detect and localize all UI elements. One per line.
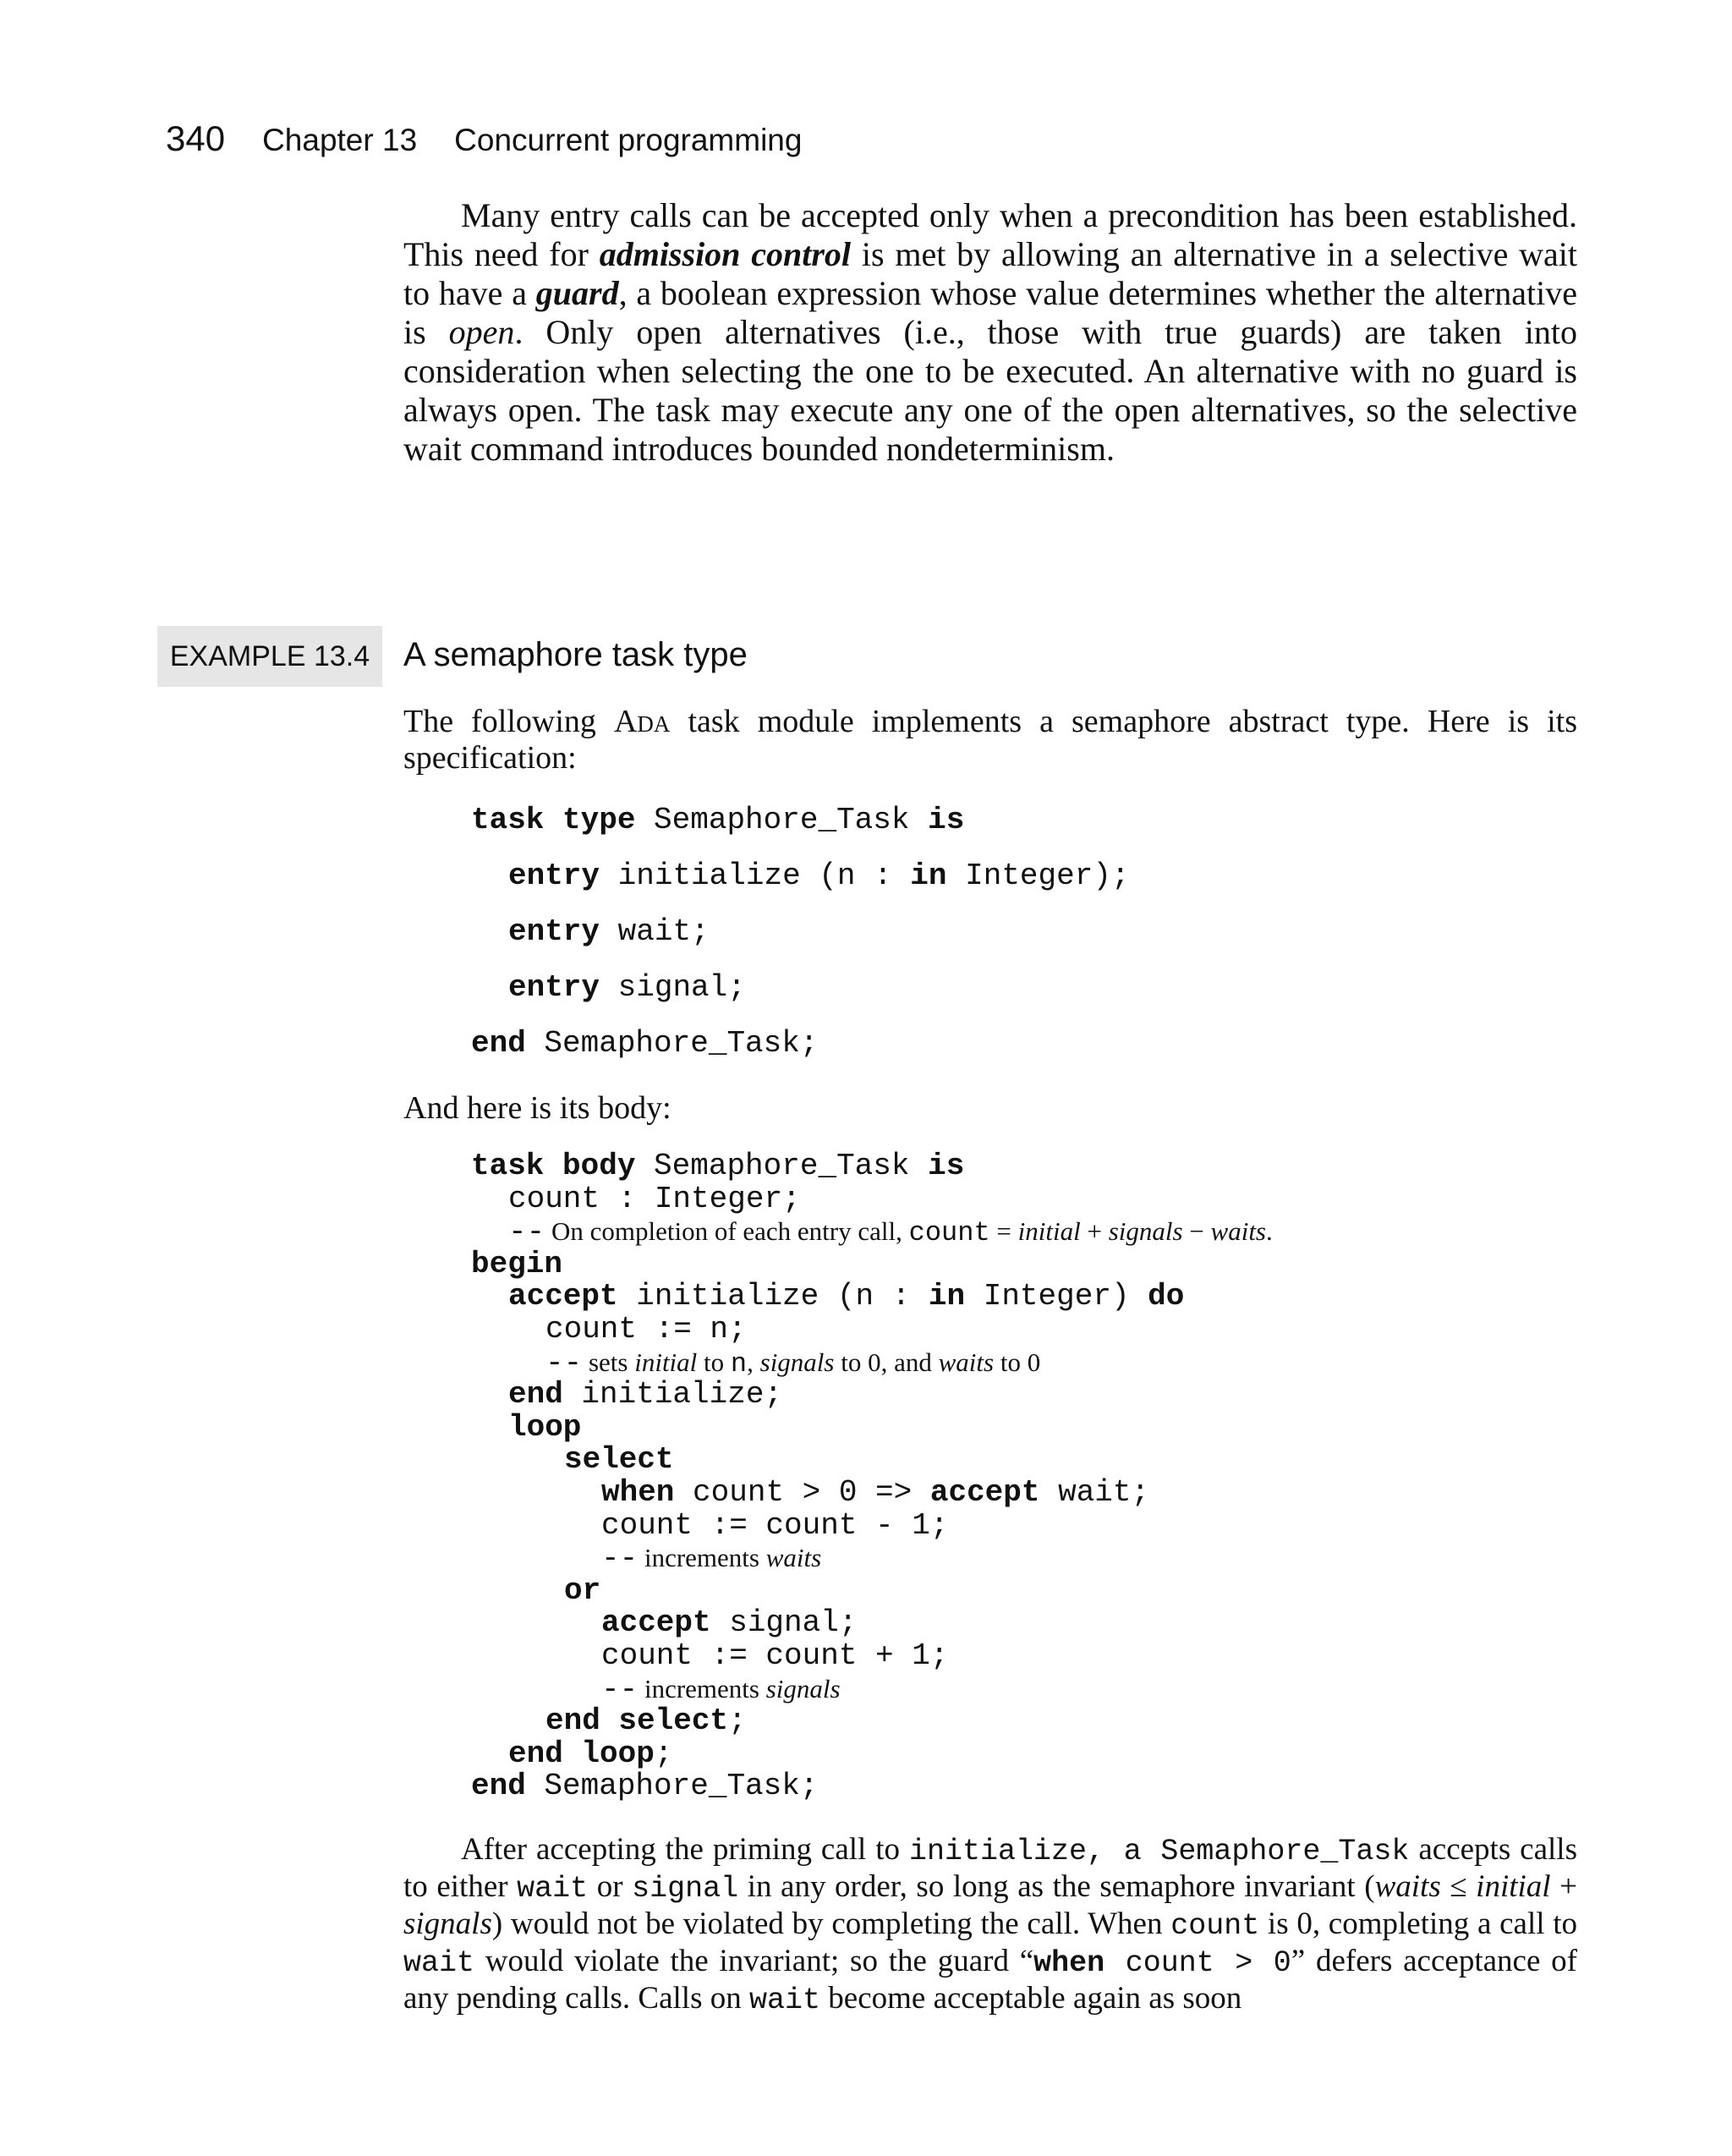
code-line	[471, 1281, 1273, 1314]
italic-term: signals	[403, 1906, 492, 1941]
code-text: ;	[654, 1736, 673, 1771]
keyword: is	[928, 1149, 965, 1183]
code-text: signal;	[710, 1605, 858, 1641]
chapter-label: Chapter 13	[262, 123, 418, 157]
text-span: Many entry calls can be accepted only when a precondition has been established. This need for	[403, 196, 1577, 273]
comment-italic: waits	[1210, 1216, 1266, 1247]
comment-text: to 0, and	[834, 1347, 939, 1377]
text-span: task module implements a semaphore abstract type. Here is its specification:	[403, 704, 1577, 776]
comment-marker: --	[601, 1541, 639, 1577]
inline-code: wait	[749, 1983, 821, 2017]
code-line	[471, 1025, 1130, 1081]
comment-italic: signals	[765, 1673, 841, 1703]
comment-code: count	[908, 1217, 990, 1249]
code-text: initialize (n :	[617, 1279, 929, 1314]
code-line	[471, 858, 1130, 913]
text-span: in any order, so long as the semaphore invariant (	[738, 1869, 1375, 1904]
code-text: Semaphore_Task	[635, 1149, 929, 1183]
admission-control-paragraph	[403, 196, 1577, 469]
text-span: is met by allowing an alternative in a selective wait to have a	[403, 235, 1577, 312]
body-code-block	[471, 1150, 1273, 1803]
text-span: After accepting the priming call to	[461, 1832, 909, 1867]
comment-text: .	[1266, 1216, 1273, 1247]
code-line	[471, 1248, 1273, 1281]
code-text: wait;	[1039, 1474, 1150, 1510]
code-text: Integer)	[965, 1279, 1148, 1314]
comment-text: =	[989, 1216, 1018, 1247]
code-line	[471, 1572, 1273, 1608]
text-span: ≤	[1440, 1869, 1477, 1904]
inline-code-keyword: when	[1033, 1946, 1105, 1980]
inline-code: count > 0	[1104, 1946, 1291, 1980]
comment-italic: initial	[1017, 1216, 1081, 1247]
comment-text: to 0	[994, 1347, 1041, 1377]
comment-italic: waits	[765, 1543, 822, 1573]
comment-marker: --	[601, 1671, 639, 1707]
spec-code-block	[471, 802, 1130, 1081]
code-text: Integer);	[946, 859, 1130, 893]
inline-code: wait	[403, 1946, 475, 1980]
keyword: or	[564, 1572, 601, 1608]
text-span: , a boolean expression whose value determines whether the alternative is	[403, 274, 1577, 351]
code-text: initialize (n :	[600, 859, 911, 893]
page-number: 340	[166, 118, 226, 158]
comment-text: On completion of each entry call,	[545, 1216, 909, 1247]
code-text: initialize;	[562, 1377, 783, 1413]
comment-text: increments	[638, 1543, 766, 1573]
keyword: is	[928, 803, 965, 837]
example-title: A semaphore task type	[403, 636, 748, 673]
keyword: task body	[471, 1149, 636, 1183]
keyword: accept	[508, 1279, 618, 1314]
code-comment-line	[471, 1347, 1273, 1380]
text-span: is 0, completing a call to	[1259, 1906, 1577, 1941]
comment-text: −	[1182, 1216, 1211, 1247]
code-text: count > 0 =>	[674, 1474, 930, 1510]
comment-italic: waits	[938, 1347, 995, 1377]
comment-italic: signals	[759, 1347, 835, 1377]
keyword: end	[471, 1026, 526, 1061]
running-header	[166, 118, 802, 159]
inline-code: count	[1170, 1909, 1260, 1943]
code-line	[471, 1150, 1273, 1183]
code-comment-line	[471, 1215, 1273, 1248]
keyword: end select	[545, 1703, 729, 1739]
comment-text: +	[1080, 1216, 1109, 1247]
code-line	[471, 802, 1130, 858]
code-line	[471, 1444, 1273, 1477]
keyword: end loop	[508, 1736, 655, 1771]
keyword: do	[1148, 1279, 1185, 1314]
text-span: or	[588, 1869, 633, 1904]
text-span: . Only open alternatives (i.e., those with true guards) are taken into consideration when selecting the one to be executed. An alternative with no guard is always open. The task may execute any one of the open alternatives, so the selective wait command introduces bounded nondeterminism.	[403, 313, 1577, 468]
text-span: would violate the invariant; so the guard “	[474, 1944, 1034, 1978]
code-line: count := count + 1;	[601, 1638, 949, 1673]
keyword: entry	[508, 914, 600, 949]
code-line	[471, 913, 1130, 969]
keyword: accept	[601, 1605, 711, 1641]
comment-code: n	[730, 1347, 748, 1380]
keyword: in	[928, 1279, 966, 1314]
example-label: EXAMPLE 13.4	[157, 626, 382, 687]
code-line	[471, 1379, 1273, 1412]
term-open: open	[448, 313, 515, 351]
keyword: end	[471, 1769, 526, 1804]
code-line	[471, 1705, 1273, 1738]
code-line: count := n;	[545, 1311, 747, 1347]
term-admission-control: admission control	[599, 235, 852, 273]
comment-marker: --	[545, 1345, 583, 1380]
text-span: ” defers acceptance of any pending calls. Calls on	[403, 1944, 1577, 2016]
code-text: Semaphore_Task;	[525, 1769, 819, 1804]
code-line: count := count - 1;	[601, 1507, 949, 1543]
code-line	[471, 1409, 1273, 1445]
comment-italic: signals	[1108, 1216, 1183, 1247]
text-span: accepts calls to either	[403, 1832, 1577, 1904]
keyword: begin	[471, 1246, 563, 1281]
code-line	[471, 969, 1130, 1025]
inline-code: wait	[517, 1872, 589, 1906]
chapter-title: Concurrent programming	[454, 123, 803, 157]
keyword: entry	[508, 970, 600, 1005]
text-span: become acceptable again as soon	[820, 1981, 1242, 2016]
text-span: The following	[403, 704, 614, 739]
code-text: signal;	[600, 970, 746, 1005]
inline-code: signal	[632, 1872, 739, 1906]
keyword: loop	[508, 1409, 582, 1445]
code-text: wait;	[600, 914, 710, 949]
code-text: Semaphore_Task;	[525, 1026, 819, 1061]
comment-text: increments	[638, 1673, 766, 1703]
keyword: select	[564, 1442, 674, 1478]
ada-name: Ada	[613, 704, 671, 739]
comment-text: to	[697, 1347, 731, 1377]
text-span: ) would not be violated by completing the call. When	[491, 1906, 1171, 1941]
code-text: ;	[728, 1703, 747, 1739]
code-comment-line	[471, 1673, 1273, 1706]
code-line	[471, 1770, 1273, 1803]
code-line: count : Integer;	[508, 1181, 801, 1216]
comment-italic: initial	[634, 1347, 698, 1377]
keyword: accept	[929, 1474, 1040, 1510]
text-span: +	[1550, 1869, 1578, 1904]
explanation-paragraph	[403, 1832, 1577, 2018]
italic-term: initial	[1476, 1869, 1551, 1904]
code-line	[471, 1474, 1273, 1510]
keyword: entry	[508, 859, 600, 893]
italic-term: waits	[1374, 1869, 1441, 1904]
code-comment-line	[471, 1542, 1273, 1575]
comment-text: ,	[747, 1347, 760, 1377]
inline-code: initialize, a Semaphore_Task	[908, 1835, 1410, 1868]
example-intro	[403, 704, 1577, 776]
code-text: Semaphore_Task	[635, 803, 929, 837]
keyword: when	[601, 1474, 675, 1510]
keyword: in	[910, 859, 947, 893]
keyword: task type	[471, 803, 636, 837]
comment-text: sets	[582, 1347, 635, 1377]
body-intro: And here is its body:	[403, 1090, 671, 1126]
comment-marker: --	[508, 1215, 545, 1250]
term-guard: guard	[535, 274, 619, 312]
code-line	[471, 1607, 1273, 1640]
code-line	[471, 1738, 1273, 1771]
keyword: end	[508, 1377, 563, 1413]
